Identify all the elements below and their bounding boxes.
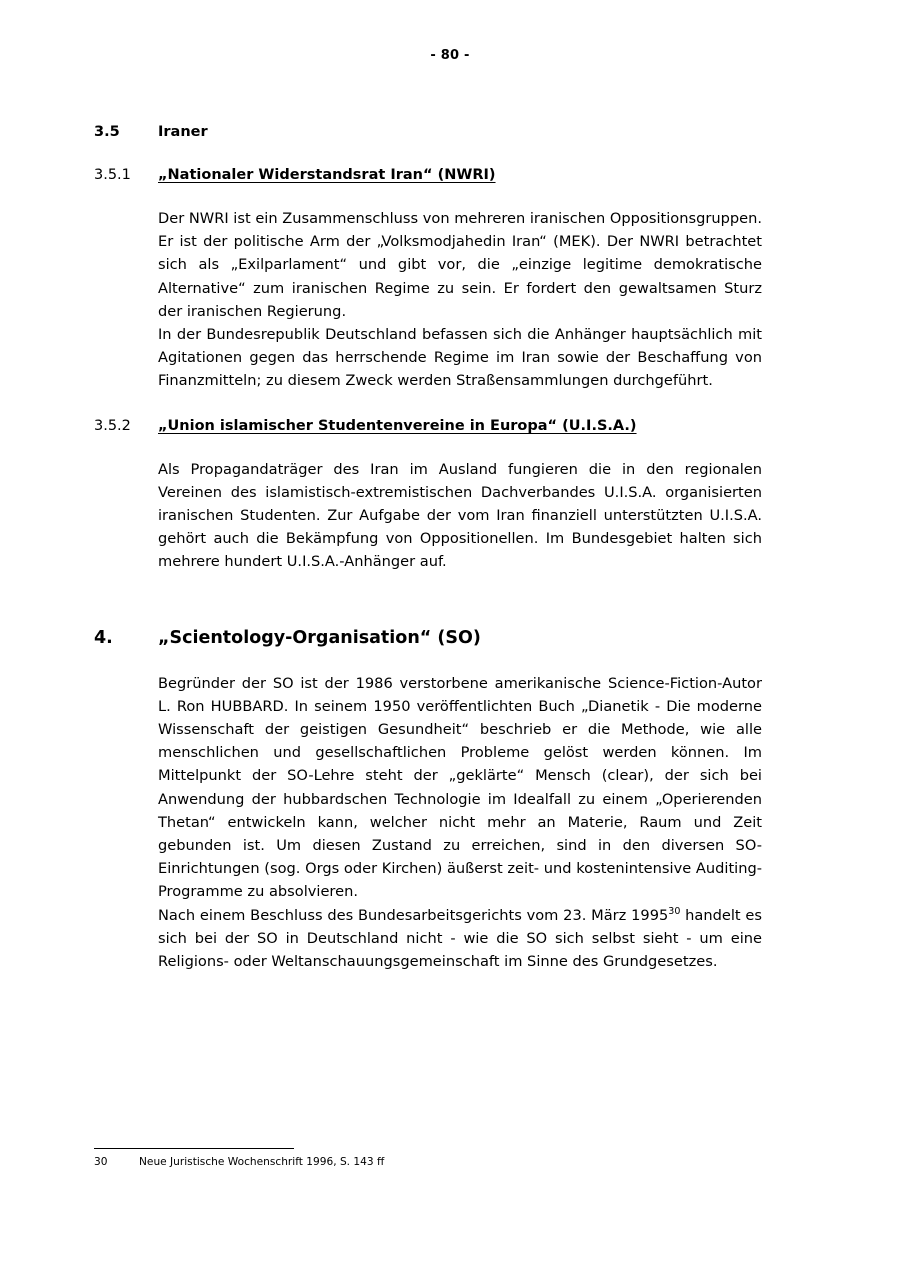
paragraph-with-footnote [158, 904, 762, 974]
spacer [94, 393, 762, 416]
heading-section-4 [94, 626, 762, 650]
footnote-area [94, 1148, 762, 1170]
spacer [94, 650, 762, 672]
heading-section-3-5 [94, 122, 762, 142]
paragraph-text-after-footnote: handelt es sich bei der SO in Deutschland nicht - wie die SO sich selbst sieht - um eine Religions- oder Weltanschauungsgemeinschaft im Sinne des Grundgesetzes. [158, 906, 762, 971]
footnote-text: Neue Juristische Wochenschrift 1996, S. 143 ff [139, 1156, 385, 1168]
paragraph: In der Bundesrepublik Deutschland befassen sich die Anhänger hauptsächlich mit Agitationen gegen das herrschende Regime im Iran sowie der Beschaffung von Finanzmitteln; zu diesem Zweck werden Straßensammlungen durchgeführt. [158, 326, 762, 390]
heading-title: „Scientology-Organisation“ (SO) [158, 627, 481, 648]
heading-title: „Union islamischer Studentenvereine in Europa“ (U.I.S.A.) [158, 417, 637, 434]
footnote-number: 30 [94, 1156, 108, 1168]
paragraph: Der NWRI ist ein Zusammenschluss von mehreren iranischen Oppositionsgruppen. Er ist der politische Arm der „Volksmodjahedin Iran“ (MEK). Der NWRI betrachtet sich als „Exilparlament“ und gibt vor, die „einzige legitime demokratische Alternative“ zum iranischen Regime zu sein. Er fordert den gewaltsamen Sturz der iranischen Regierung. [158, 210, 762, 320]
body-block-4 [158, 672, 762, 974]
body-block-3-5-1 [158, 207, 762, 393]
page-number-header: - 80 - [430, 48, 470, 63]
heading-title: Iraner [158, 124, 208, 140]
heading-number: 3.5.1 [94, 167, 131, 183]
spacer [94, 185, 762, 207]
footnote-separator-rule [94, 1148, 294, 1149]
paragraph-text-before-footnote: Nach einem Beschluss des Bundesarbeitsgerichts vom 23. März 1995 [158, 906, 669, 924]
heading-title: „Nationaler Widerstandsrat Iran“ (NWRI) [158, 167, 496, 183]
heading-number: 3.5.2 [94, 417, 131, 434]
heading-number: 4. [94, 627, 113, 648]
spacer [94, 574, 762, 626]
paragraph: Als Propagandaträger des Iran im Ausland fungieren die in den regionalen Vereinen des islamistisch-extremistischen Dachverbandes U.I.S.A. organisierten iranischen Studenten. Zur Aufgabe der vom Iran finanziell unterstützten U.I.S.A. gehört auch die Bekämpfung von Oppositionellen. Im Bundesgebiet halten sich mehrere hundert U.I.S.A.-Anhänger auf. [158, 460, 762, 571]
footnote-marker[interactable]: 30 [668, 905, 681, 917]
document-body [94, 122, 762, 973]
heading-number: 3.5 [94, 124, 120, 140]
paragraph: Begründer der SO ist der 1986 verstorbene amerikanische Science-Fiction-Autor L. Ron HUBBARD. In seinem 1950 veröffentlichten Buch „Dianetik - Die moderne Wissenschaft der geistigen Gesundheit“ beschrieb er die Methode, wie alle menschlichen und gesellschaftlichen Probleme gelöst werden können. Im Mittelpunkt der SO-Lehre steht der „geklärte“ Mensch (clear), der sich bei Anwendung der hubbardschen Technologie im Idealfall zu einem „Operierenden Thetan“ entwickeln kann, welcher nicht mehr an Materie, Raum und Zeit gebunden ist. Um diesen Zustand zu erreichen, sind in den diversen SO-Einrichtungen (sog. Orgs oder Kirchen) äußerst zeit- und kostenintensive Auditing-Programme zu absolvieren. [158, 674, 762, 901]
footnote-entry [94, 1155, 762, 1170]
body-block-3-5-2 [158, 458, 762, 574]
heading-section-3-5-1 [94, 165, 762, 185]
spacer [94, 436, 762, 458]
heading-section-3-5-2 [94, 416, 762, 436]
spacer [94, 142, 762, 165]
